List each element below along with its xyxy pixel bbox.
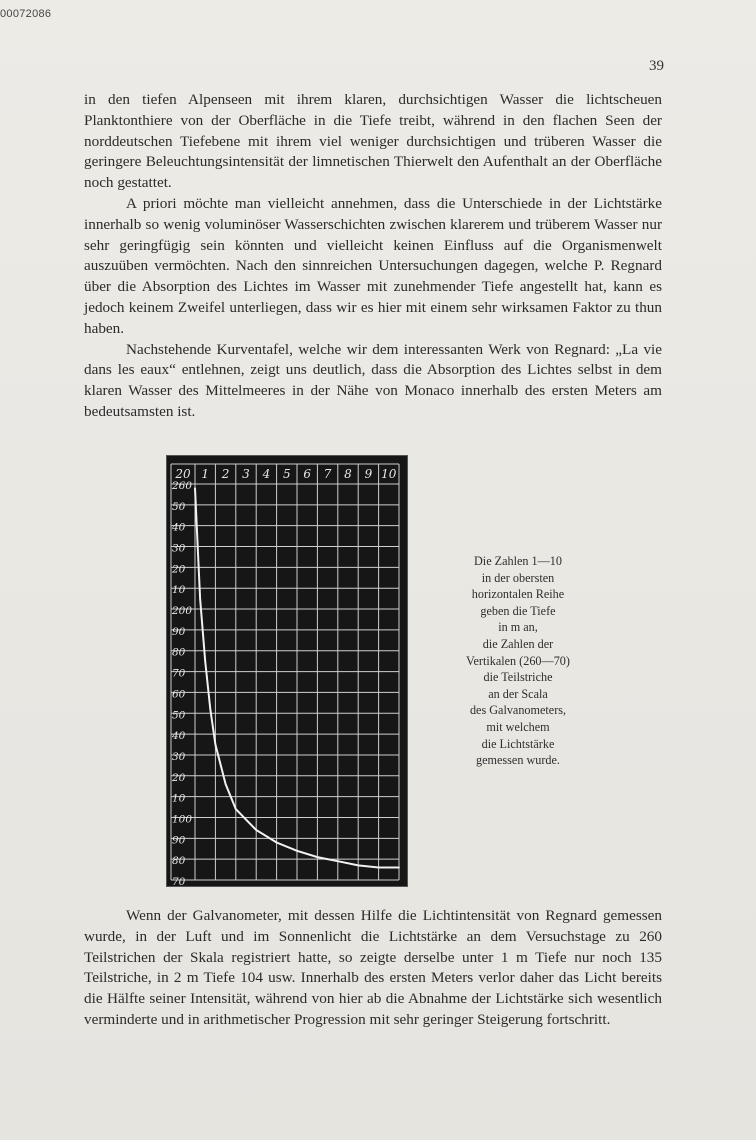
page-number: 39 [649, 58, 664, 74]
caption-line: Vertikalen (260—70) [466, 653, 570, 668]
y-tick-label: 80 [172, 855, 186, 868]
y-tick-label: 90 [172, 625, 186, 638]
data-point [235, 808, 237, 810]
data-point [357, 865, 359, 867]
x-tick-label: 9 [364, 467, 373, 481]
figure-caption [436, 553, 600, 769]
caption-line: geben die Tiefe [480, 603, 556, 618]
data-point [225, 783, 227, 785]
y-tick-label: 260 [172, 480, 193, 492]
x-tick-label: 6 [303, 467, 312, 481]
y-tick-label: 90 [172, 834, 186, 847]
y-tick-label: 40 [172, 730, 186, 743]
x-tick-label: 3 [242, 467, 250, 481]
data-point [317, 856, 319, 858]
y-tick-label: 50 [172, 709, 186, 722]
y-tick-label: 70 [172, 876, 186, 886]
paragraph: Nachstehende Kurventafel, welche wir dem interessanten Werk von Regnard: „La vie dans les eaux“ entlehnen, zeigt uns deutlich, dass die Absorption des Lichtes selbst in dem klaren Wasser des Mittelmeeres in der Nähe von Monaco innerhalb des ersten Meters am bedeutsamsten ist. [84, 340, 662, 420]
caption-line: in der obersten [481, 570, 555, 585]
data-point [204, 660, 206, 662]
paragraph: Wenn der Galvanometer, mit dessen Hilfe die Lichtintensität von Regnard gemessen wurde, in der Luft und im Sonnenlicht die Lichtstärke an dem Versuchstage zu 260 Teilstrichen der Skala registriert hatte, so zeigte derselbe unter 1 m Tiefe nur noch 135 Teilstriche, in 2 m Tiefe 104 usw. Innerhalb des ersten Meters verlor daher das Licht bereits die Hälfte seiner Intensität, während von hier ab die Abnahme der Lichtstärke sich wesentlich verminderte und in arithmetischer Progression mit sehr geringer Steigerung fortschritt. [84, 907, 662, 1028]
data-point [378, 867, 380, 869]
caption-line: die Teilstriche [483, 670, 553, 685]
scan-id-label: 00072086 [0, 8, 52, 20]
data-point [276, 842, 278, 844]
paragraph: in den tiefen Alpenseen mit ihrem klaren, durchsichtigen Wasser die lichtscheuen Planktonthiere von der Oberfläche in die Tiefe treibt, während in den flachen Seen der norddeutschen Tiefebene mit ihrem viel weniger durchsichtigen und trüberen Wasser die geringere Beleuchtungsintensität der limnetischen Thierwelt den Aufenthalt an der Oberfläche noch gestattet. [84, 91, 662, 192]
y-tick-label: 20 [172, 771, 186, 784]
y-tick-label: 80 [172, 646, 186, 659]
data-point [194, 487, 196, 489]
data-point [255, 829, 257, 831]
y-tick-label: 30 [172, 750, 186, 763]
x-tick-label: 1 [201, 467, 210, 481]
data-point [398, 867, 400, 869]
caption-line: des Galvanometers, [469, 703, 567, 718]
caption-line: in m an, [498, 620, 538, 635]
y-tick-label: 40 [172, 521, 186, 534]
y-tick-label: 10 [172, 584, 186, 597]
y-tick-label: 100 [172, 813, 193, 826]
chart-svg [167, 456, 407, 886]
y-tick-label: 70 [172, 667, 186, 680]
y-tick-label: 60 [172, 688, 186, 701]
x-tick-label: 20 [175, 467, 191, 481]
data-point [209, 708, 211, 710]
data-point [215, 744, 217, 746]
x-tick-label: 8 [344, 467, 352, 481]
x-tick-label: 10 [381, 467, 397, 481]
caption-line: gemessen wurde. [476, 753, 560, 768]
y-tick-label: 200 [172, 605, 193, 618]
x-tick-label: 5 [282, 467, 291, 481]
data-point [199, 598, 201, 600]
y-tick-label: 10 [172, 792, 186, 805]
light-absorption-chart [166, 455, 408, 887]
y-tick-label: 20 [172, 563, 186, 576]
caption-line: die Lichtstärke [481, 736, 555, 751]
x-tick-label: 7 [323, 467, 332, 481]
y-tick-label: 30 [172, 542, 186, 555]
paragraph: A priori möchte man vielleicht annehmen, dass die Unterschiede in der Lichtstärke innerhalb so wenig voluminöser Wasserschichten zwischen klarerem und trüberem Wasser nur sehr geringfügig sein könnten und vielleicht keinen Einfluss auf die Organismenwelt auszuüben vermöchten. Nach den sinnreichen Untersuchungen dagegen, welche P. Regnard über die Absorption des Lichtes im Wasser mit zunehmender Tiefe angestellt hat, kann es jedoch keinem Zweifel unterliegen, dass wir es hier mit einem sehr wirksamen Faktor zu thun haben. [84, 194, 662, 337]
x-tick-label: 4 [262, 467, 271, 481]
caption-line: mit welchem [486, 719, 550, 734]
x-tick-label: 2 [221, 467, 230, 481]
caption-line: Die Zahlen 1—10 [474, 554, 562, 568]
caption-line: an der Scala [488, 686, 548, 701]
data-point [296, 850, 298, 852]
data-point [337, 860, 339, 862]
caption-line: die Zahlen der [482, 636, 554, 651]
text-block-top [84, 90, 662, 423]
caption-line: horizontalen Reihe [471, 587, 565, 602]
text-block-bottom [84, 906, 662, 1031]
y-tick-label: 50 [172, 500, 186, 513]
